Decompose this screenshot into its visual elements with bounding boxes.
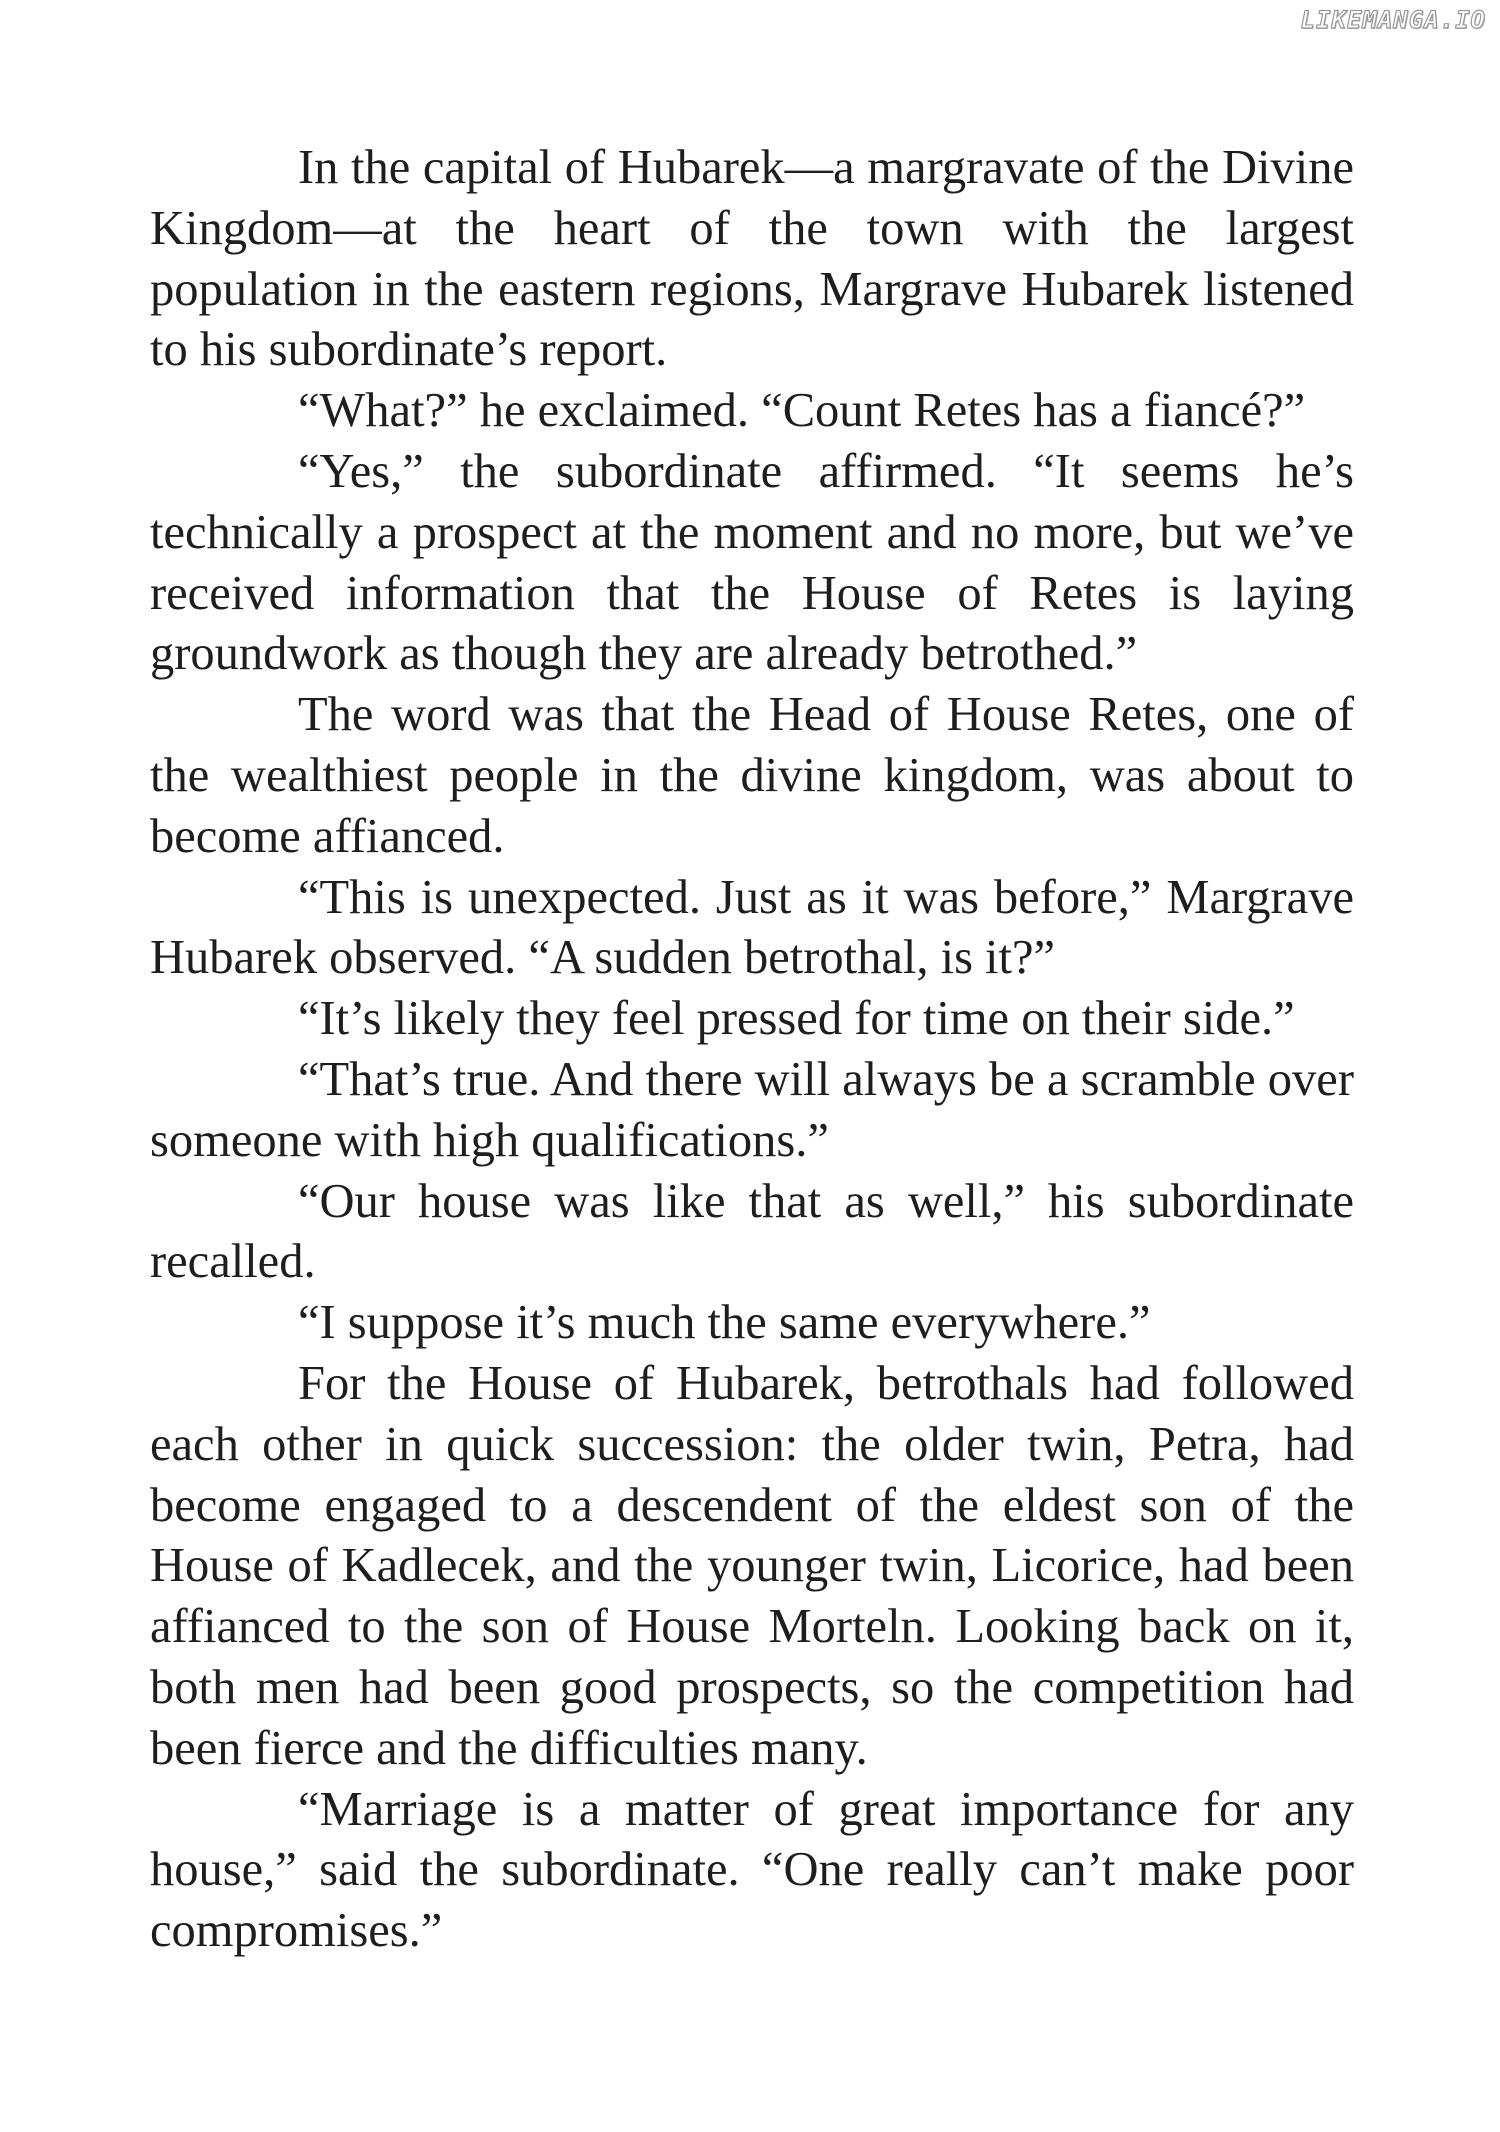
watermark: LIKEMANGA.IO bbox=[1300, 6, 1486, 34]
paragraph: “I suppose it’s much the same everywhere.” bbox=[298, 1296, 1151, 1350]
paragraph: The word was that the Head of House Retes, one of the wealthiest people in the divine kingdom, was about to become affianced. bbox=[150, 688, 1354, 863]
paragraph: “Our house was like that as well,” his subordinate recalled. bbox=[150, 1174, 1354, 1289]
page-text bbox=[150, 138, 1354, 1962]
paragraph: “It’s likely they feel pressed for time on their side.” bbox=[298, 992, 1295, 1046]
paragraph: “Yes,” the subordinate affirmed. “It seems he’s technically a prospect at the moment and no more, but we’ve received information that the House of Retes is laying groundwork as though they are already betrothed.” bbox=[150, 444, 1354, 681]
paragraph: “Marriage is a matter of great importance for any house,” said the subordinate. “One really can’t make poor compromises.” bbox=[150, 1782, 1354, 1958]
paragraph: In the capital of Hubarek—a margravate of the Divine Kingdom—at the heart of the town with the largest population in the eastern regions, Margrave Hubarek listened to his subordinate’s report. bbox=[150, 141, 1354, 377]
paragraph: “This is unexpected. Just as it was before,” Margrave Hubarek observed. “A sudden betrothal, is it?” bbox=[150, 870, 1354, 985]
paragraph: “What?” he exclaimed. “Count Retes has a fiancé?” bbox=[298, 384, 1306, 438]
paragraph: For the House of Hubarek, betrothals had followed each other in quick succession: the older twin, Petra, had become engaged to a descendent of the eldest son of the House of Kadlecek, and the younger twin, Licorice, had been affianced to the son of House Morteln. Looking back on it, both men had been good prospects, so the competition had been fierce and the difficulties many. bbox=[150, 1356, 1354, 1775]
paragraph: “That’s true. And there will always be a scramble over someone with high qualifications.” bbox=[150, 1052, 1354, 1167]
